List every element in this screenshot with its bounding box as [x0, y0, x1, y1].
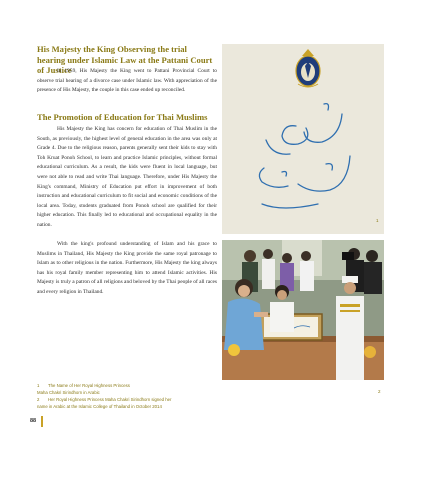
section-body-patronage — [37, 240, 217, 298]
section-title-education: The Promotion of Education for Thai Muslims — [37, 112, 208, 122]
footnote-text-continued: name in Arabic at the Islamic College of Thailand in October 2014 — [37, 404, 162, 409]
paragraph-text: His Majesty the King has concern for education of Thai Muslim in the South, as previously, the highest level of general education in the area was only at Grade 4. Due to the religious reason, parents generally sent their kids to stay with Toh Kruat Ponoh School, to learn and practice Islamic principles, without formal educational curriculum. As a result, the kids were fluent in local language, but were not able to read and write Thai language. Therefore, under His Majesty the King's command, Ministry of Education put effort in improvement of both instruction and educational curriculum to fit social and economic conditions of the local area. Today, students graduated from Ponoh school are qualified for their higher education. This finally led to educational and occupational equality in the nation. — [37, 126, 217, 228]
footnote-text: The Name of Her Royal Highness Princess — [48, 383, 130, 388]
footnotes — [37, 382, 237, 410]
section-body-trial-hearing — [37, 67, 217, 96]
figure-number: 1 — [376, 218, 379, 223]
footnote-item — [37, 382, 237, 389]
figure-signing-ceremony-photo — [222, 240, 384, 380]
arabic-script-strokes — [259, 104, 350, 208]
footnote-text: Her Royal Highness Princess Maha Chakri Sirindhorn signed her — [48, 397, 172, 402]
calligraphy-illustration — [222, 44, 384, 234]
royal-emblem-icon — [296, 49, 320, 87]
paragraph-text: In 1959, His Majesty the King went to Pattani Provincial Court to observe trial hearing of a divorce case under Islamic law. With appreciation of the presence of His Majesty, the couple in this case ended up reconciled. — [37, 68, 217, 94]
paragraph-text: With the king's profound understanding of Islam and his grace to Muslims in Thailand, His Majesty the King provide the same royal patronage to Islam as to other religious in the nation. Furthermore, His Majesty the king always has his royal family member representing him to attend Islamic activities. His Majesty is truly a patron of all religions and beloved by the Thai people of all races and every religion in Thailand. — [37, 241, 217, 295]
footnote-item — [37, 396, 237, 403]
footnote-number: 2 — [37, 397, 40, 402]
section-title-trial-hearing: His Majesty the King Observing the trial hearing under Islamic Law at the Pattani Court of Justice — [37, 44, 213, 75]
page-number: 88 — [30, 418, 37, 424]
section-body-education — [37, 125, 217, 231]
page-number-accent-bar — [41, 416, 43, 427]
ceremony-photo-illustration — [222, 240, 384, 380]
figure-number: 2 — [378, 389, 381, 394]
footnote-text-continued: Maha Chakri Sirindhorn in Arabic — [37, 390, 100, 395]
figure-arabic-calligraphy — [222, 44, 384, 234]
footnote-number: 1 — [37, 383, 40, 388]
